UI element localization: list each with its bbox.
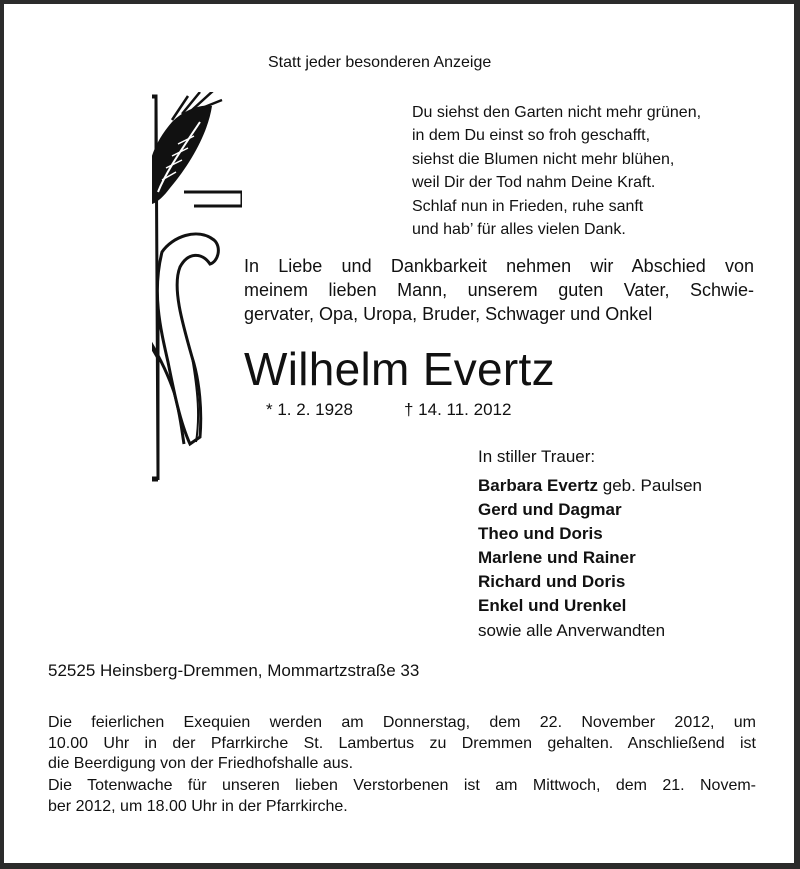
mourning-intro: In stiller Trauer: [478, 447, 596, 466]
mourner-name: Barbara Evertz [478, 476, 599, 495]
poem-line: in dem Du einst so froh geschafft, [412, 127, 651, 145]
poem [412, 101, 701, 241]
address: 52525 Heinsberg-Dremmen, Mommartzstraße 33 [48, 661, 420, 680]
mourner-name: Gerd und Dagmar [478, 500, 622, 520]
poem-line: weil Dir der Tod nahm Deine Kraft. [412, 174, 656, 192]
maiden-name: geb. Paulsen [598, 476, 702, 495]
wake-line: ber 2012, um 18.00 Uhr in der Pfarrkirche. [48, 797, 348, 815]
birth-date: * 1. 2. 1928 [266, 400, 353, 419]
mourner-name: Richard und Doris [478, 572, 626, 592]
obituary-notice [4, 4, 794, 863]
mourner-name: Marlene und Rainer [478, 548, 636, 568]
poem-line: Schlaf nun in Frieden, ruhe sanft [412, 197, 644, 215]
wake-line: Die Totenwache für unseren lieben Verstorbenen ist am Mittwoch, dem 21. Novem- [48, 777, 756, 794]
funeral-line: Die feierlichen Exequien werden am Donnerstag, dem 22. November 2012, um [48, 714, 756, 731]
funeral-info [48, 713, 756, 775]
cross-with-wheat-icon [152, 92, 242, 487]
mourners-list [478, 474, 702, 643]
mourner-name: Enkel und Urenkel [478, 596, 627, 616]
notice-heading: Statt jeder besonderen Anzeige [268, 54, 492, 71]
poem-line: Du siehst den Garten nicht mehr grünen, [412, 104, 702, 121]
mourner-name: Theo und Doris [478, 524, 603, 544]
farewell-line: meinem lieben Mann, unserem guten Vater, Schwie- [244, 280, 754, 300]
deceased-name: Wilhelm Evertz [244, 343, 555, 395]
poem-line: siehst die Blumen nicht mehr blühen, [412, 150, 675, 168]
farewell-line: In Liebe und Dankbarkeit nehmen wir Abschied von [244, 256, 754, 276]
wake-info [48, 776, 756, 817]
funeral-line: die Beerdigung von der Friedhofshalle aus. [48, 755, 354, 772]
mourner-entry [478, 474, 702, 498]
mourners-closing: sowie alle Anverwandten [478, 620, 666, 640]
farewell-text [244, 254, 754, 326]
funeral-line: 10.00 Uhr in der Pfarrkirche St. Lambertus zu Dremmen gehalten. Anschließend ist [48, 734, 756, 752]
poem-line: und hab’ für alles vielen Dank. [412, 221, 626, 239]
farewell-line: gervater, Opa, Uropa, Bruder, Schwager und Onkel [244, 304, 653, 324]
death-date: † 14. 11. 2012 [404, 400, 512, 419]
